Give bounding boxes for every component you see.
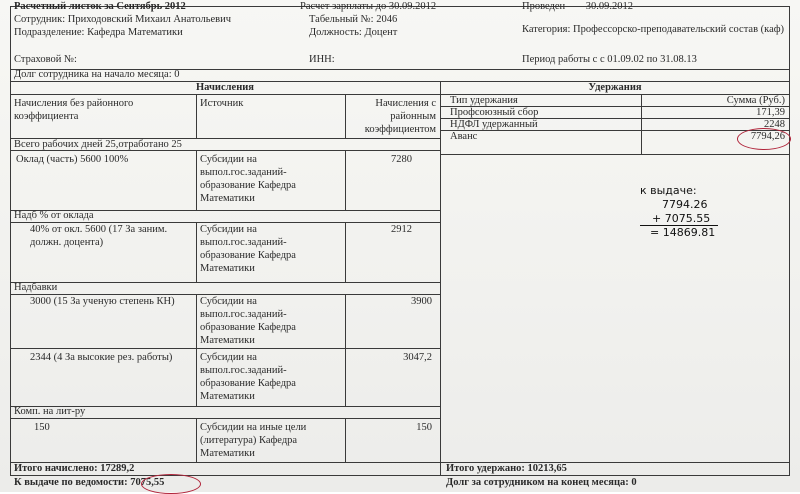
accrual-item-source: Субсидии на выпол.гос.заданий-образование Кафедра Математики [200,224,296,274]
handwritten-line-1: 7794.26 [662,198,708,211]
workdays-rule [10,150,440,151]
row-rule [10,282,440,283]
col-source: Источник [200,98,244,109]
row-divider [345,418,346,462]
col-deduction-type: Тип удержания [450,95,518,106]
handwritten-line-2: + 7075.55 [652,212,711,225]
category-label: Категория: [522,24,571,35]
department-label: Подразделение: [14,27,85,38]
deduction-type: НДФЛ удержанный [450,119,538,130]
accrual-item-source: Субсидии на выпол.гос.заданий-образование Кафедра Математики [200,352,296,402]
accrual-item-name: 40% от окл. 5600 (17 За заним. должн. доцента) [30,224,168,248]
group-label: Надб % от оклада [14,210,94,221]
accruals-title: Начисления [196,82,254,93]
accruals-left-border [10,82,11,476]
employee-field [14,14,231,25]
col-divider-2 [345,94,346,138]
deduction-amount: 2248 [764,119,785,130]
calc-date-field [300,1,436,12]
department-value: Кафедра Математики [87,27,183,38]
col-divider-1 [196,94,197,138]
deductions-title: Удержания [588,82,642,93]
group-label: Комп. на лит-ру [14,406,86,417]
tabnum-label: Табельный №: [309,14,374,25]
insurance-label: Страховой №: [14,54,77,65]
deduction-type: Аванс [450,131,478,142]
payslip-title [14,1,186,12]
accrual-item-name: 150 [34,422,50,433]
deduction-type: Профсоюзный сбор [450,107,539,118]
paid-date-field [522,1,633,12]
total-rule [10,475,440,476]
position-label: Должность: [309,27,362,38]
accrual-item-amount: 3047,2 [403,352,432,363]
workdays-row: Всего рабочих дней 25,отработано 25 [14,139,182,150]
deductions-total-rule [441,475,789,476]
row-rule [10,348,440,349]
accrual-item-name: Оклад (часть) 5600 100% [16,154,129,165]
accrual-item-name: 2344 (4 За высокие рез. работы) [30,352,173,363]
accrual-item-name: 3000 (15 За ученую степень КН) [30,296,175,307]
row-divider [196,418,197,462]
group-rule [10,418,440,419]
col-deduction-sum: Сумма (Руб.) [726,95,785,106]
row-divider [345,294,346,406]
row-divider [196,222,197,282]
col-without-coef: Начисления без районного коэффициента [14,98,134,122]
calc-date: 30.09.2012 [388,1,437,12]
accrual-item-amount: 150 [416,422,432,433]
title-month: Сентябрь 2012 [116,1,186,12]
period-value: 01.09.02 по 31.08.13 [607,54,697,65]
deductions-total: Итого удержано: 10213,65 [446,463,567,474]
debt-end: Долг за сотрудником на конец месяца: 0 [446,477,637,488]
deductions-table-bottom [441,154,789,155]
tabnum-field [309,14,397,25]
employee-label: Сотрудник: [14,14,66,25]
title-prefix: Расчетный листок за [14,1,114,12]
payout-circle-mark [141,474,201,494]
position-field [309,27,397,38]
debt-start: Долг сотрудника на начало месяца: 0 [14,69,180,80]
period-field [522,54,697,65]
deduction-amount: 171,39 [756,107,785,118]
category-value: Профессорско-преподавательский состав (каф) [573,24,785,35]
header-left-border [10,6,11,82]
row-divider [196,150,197,210]
tabnum-value: 2046 [376,14,398,25]
period-label: Период работы с с [522,54,605,65]
accrual-item-amount: 2912 [391,224,412,235]
deductions-col-divider [641,94,642,154]
category-field [522,23,787,36]
accruals-title-rule [10,94,440,95]
position-value: Доцент [364,27,398,38]
deduction-amount: 7794,26 [750,131,785,142]
paid-label: Проведен [522,1,566,12]
col-with-coef: Начисления с районным коэффициентом [364,98,436,135]
row-divider [345,150,346,210]
accrual-item-source: Субсидии на иные цели (литература) Кафедра Математики [200,422,307,459]
group-label: Надбавки [14,282,58,293]
advance-circle-mark [737,128,791,150]
accruals-right-border [440,82,441,476]
inn-label: ИНН: [309,54,335,65]
employee-name: Приходовский Михаил Анатольевич [67,14,232,25]
accrual-item-source: Субсидии на выпол.гос.заданий-образование Кафедра Математики [200,154,296,204]
payout-value: 7075,55 [130,477,165,488]
row-divider [345,222,346,282]
paid-date: 30.09.2012 [585,1,633,12]
accrual-item-amount: 7280 [391,154,412,165]
accrual-item-amount: 3900 [411,296,432,307]
payout-label: К выдаче по ведомости: [14,477,128,488]
accrual-item-source: Субсидии на выпол.гос.заданий-образование Кафедра Математики [200,296,296,346]
header-right-border [789,6,790,82]
row-divider [196,294,197,406]
handwritten-line-3: = 14869.81 [650,226,716,239]
department-field [14,27,183,38]
handwritten-label: к выдаче: [640,184,697,197]
calc-label: Расчет зарплаты до [300,1,387,12]
accruals-total: Итого начислено: 17289,2 [14,463,135,474]
